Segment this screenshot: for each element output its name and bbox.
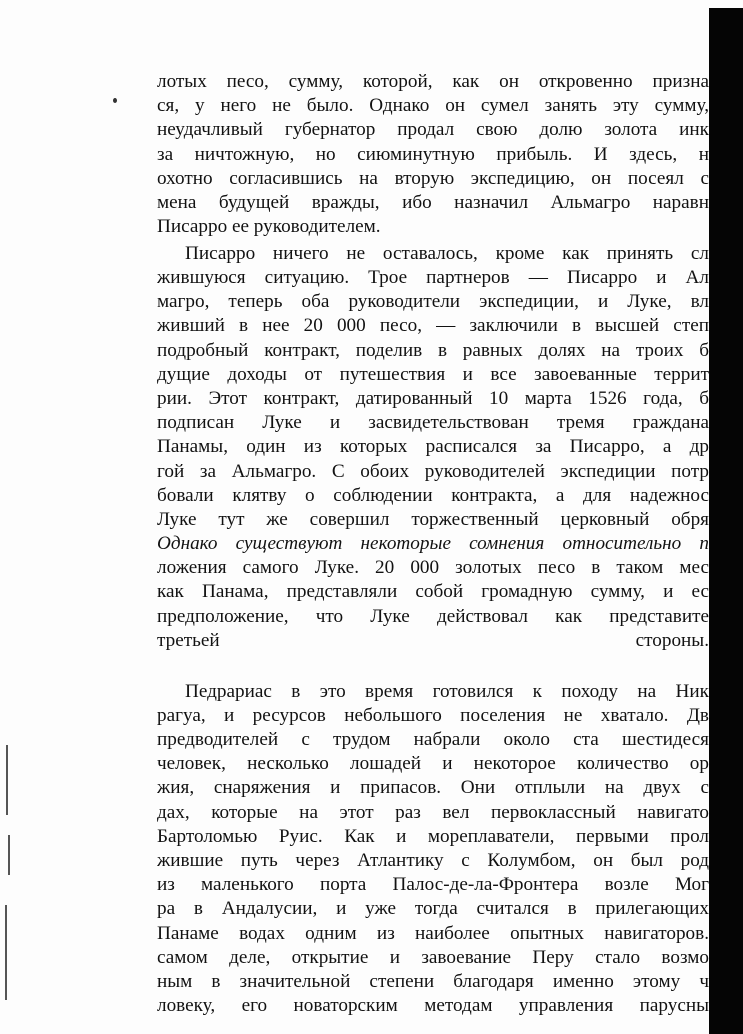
text-line: лотых песо, сумму, которой, как он откровенно призна bbox=[157, 71, 709, 92]
text-line: подписан Луке и засвидетельствован тремя граждана bbox=[157, 412, 709, 434]
scan-binding-shadow bbox=[709, 8, 743, 1034]
text-line: Писарро ее руководителем. bbox=[157, 216, 381, 238]
text-line: Писарро ничего не оставалось, кроме как принять сл bbox=[185, 242, 709, 264]
text-line: рагуа, и ресурсов небольшого поселения не хватало. Дв bbox=[157, 704, 709, 726]
text-line: предположение, что Луке действовал как представите bbox=[157, 605, 709, 627]
text-line: Луке тут же совершил торжественный церковный обря bbox=[157, 508, 709, 530]
text-line: мена будущей вражды, ибо назначил Альмагро наравн bbox=[157, 191, 709, 213]
text-line bbox=[157, 653, 709, 677]
text-line: жившие путь через Атлантику с Колумбом, он был род bbox=[157, 850, 709, 871]
text-line: Бартоломью Руис. Как и мореплаватели, первыми прол bbox=[157, 825, 709, 847]
text-line: бовали клятву о соблюдении контракта, а для надежнос bbox=[157, 484, 709, 506]
text-line: подробный контракт, поделив в равных долях на троих б bbox=[157, 339, 709, 361]
text-line: человек, несколько лошадей и некоторое количество ор bbox=[157, 753, 709, 775]
text-line: жия, снаряжения и припасов. Они отплыли на двух с bbox=[157, 777, 709, 799]
text-line: Однако существуют некоторые сомнения относительно п bbox=[157, 533, 709, 555]
paragraph-3 bbox=[157, 680, 709, 1019]
text-line: магро, теперь оба руководители экспедиции, и Луке, вл bbox=[157, 291, 709, 313]
text-line: Педрариас в это время готовился к походу на Ник bbox=[185, 680, 709, 702]
text-line: жившуюся ситуацию. Трое партнеров — Писарро и Ал bbox=[157, 267, 709, 288]
text-line: третьей стороны. bbox=[157, 629, 709, 651]
text-line: Панамы, один из которых расписался за Писарро, а др bbox=[157, 436, 709, 458]
body-text bbox=[157, 70, 709, 1018]
text-line: из маленького порта Палос-де-ла-Фронтера возле Мог bbox=[157, 874, 709, 896]
text-line: Панаме водах одним из наиболее опытных навигаторов. bbox=[157, 922, 709, 944]
text-line: за ничтожную, но сиюминутную прибыль. И здесь, н bbox=[157, 143, 709, 165]
text-line: рии. Этот контракт, датированный 10 марта 1526 года, б bbox=[157, 387, 709, 409]
text-line: дах, которые на этот раз вел первоклассный навигато bbox=[157, 801, 709, 823]
text-line: ся, у него не было. Однако он сумел занять эту сумму, bbox=[157, 95, 709, 117]
text-line: неудачливый губернатор продал свою долю золота инк bbox=[157, 119, 709, 141]
text-line: гой за Альмагро. С обоих руководителей экспедиции потр bbox=[157, 460, 709, 482]
text-line: как Панама, представляли собой громадную сумму, и ес bbox=[157, 581, 709, 603]
text-line: дущие доходы от путешествия и все завоеванные террит bbox=[157, 363, 709, 385]
text-line: самом деле, открытие и завоевание Перу стало возмо bbox=[157, 946, 709, 968]
text-line: ложения самого Луке. 20 000 золотых песо в таком мес bbox=[157, 557, 709, 579]
text-line: ловеку, его новаторским методам управления парусны bbox=[157, 995, 709, 1017]
text-line: ным в значительной степени благодаря именно этому ч bbox=[157, 970, 709, 992]
paragraph-2 bbox=[157, 242, 709, 677]
paragraph-1 bbox=[157, 70, 709, 239]
margin-speck bbox=[113, 98, 117, 103]
left-edge-scan-marks bbox=[2, 745, 14, 1005]
text-line: живший в нее 20 000 песо, — заключили в высшей степ bbox=[157, 315, 709, 337]
text-line: предводителей с трудом набрали около ста шестидеся bbox=[157, 729, 709, 751]
text-line: охотно согласившись на вторую экспедицию, он посеял с bbox=[157, 167, 709, 189]
text-line: ра в Андалусии, и уже тогда считался в прилегающих bbox=[157, 898, 709, 920]
